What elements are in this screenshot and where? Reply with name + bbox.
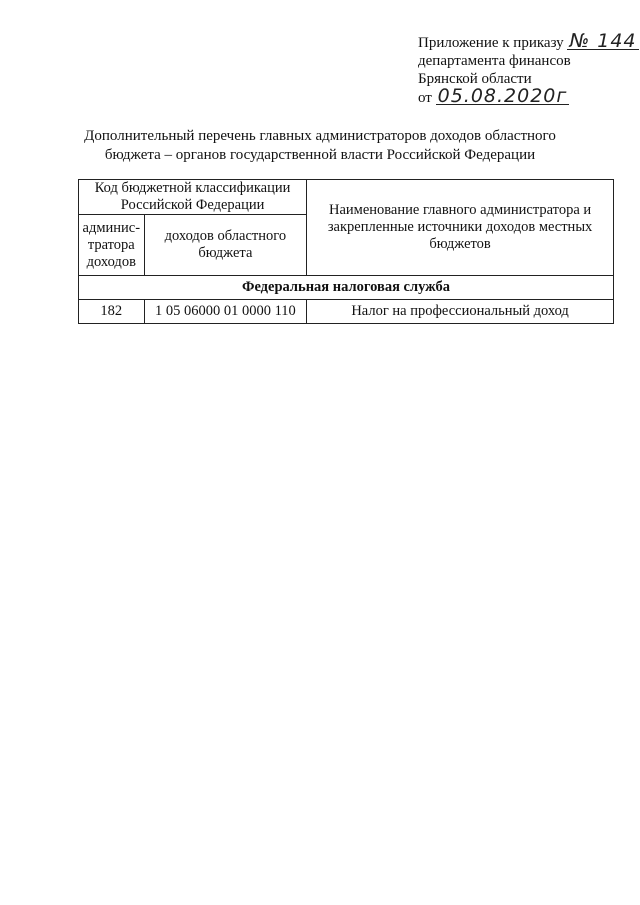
date-prefix: от (418, 90, 432, 106)
header-admin: админис-тратора доходов (79, 215, 145, 276)
title-line-2: бюджета – органов государственной власти Российской Федерации (104, 147, 536, 163)
income-code-cell: 1 05 06000 01 0000 110 (144, 300, 307, 324)
document-title (60, 127, 580, 165)
appendix-date-line (418, 85, 633, 107)
title-line-1: Дополнительный перечень главных администраторов доходов областного (84, 128, 556, 144)
appendix-line-2: департамента финансов (418, 53, 571, 69)
appendix-block (418, 30, 637, 107)
header-name: Наименование главного администратора и закрепленные источники доходов местных бюджетов (307, 180, 614, 276)
section-title: Федеральная налоговая служба (79, 276, 614, 300)
appendix-label: Приложение к приказу (418, 35, 564, 51)
order-number-handwritten: № 144 (569, 30, 637, 52)
income-name-cell: Налог на профессиональный доход (307, 300, 614, 324)
header-row-1 (79, 180, 614, 215)
header-code: Код бюджетной классификации Российской Федерации (79, 180, 307, 215)
administrators-table (78, 179, 614, 324)
admin-code-cell: 182 (79, 300, 145, 324)
section-row (79, 276, 614, 300)
appendix-line-1 (418, 30, 637, 52)
table-row (79, 300, 614, 324)
order-date-handwritten: 05.08.2020г (437, 85, 568, 107)
appendix-line-3: Брянской области (418, 71, 532, 87)
header-income: доходов областного бюджета (144, 215, 307, 276)
